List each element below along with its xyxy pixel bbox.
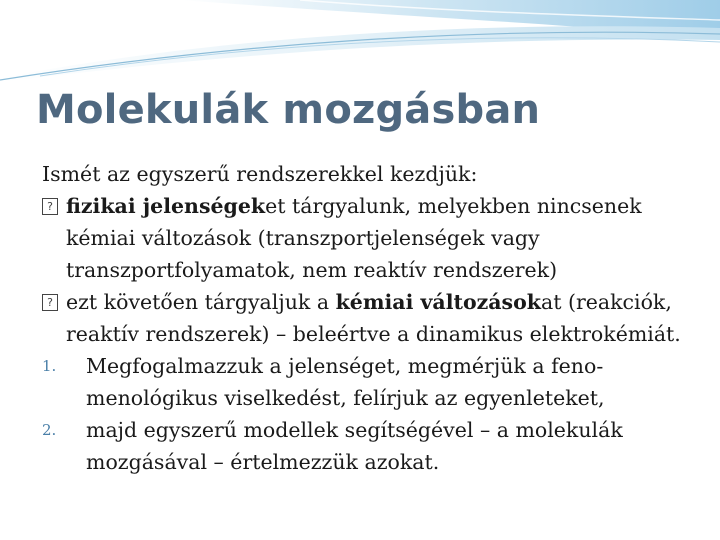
missing-glyph-icon: ? xyxy=(42,198,58,215)
missing-glyph-icon: ? xyxy=(42,294,58,311)
item-number: 1. xyxy=(42,357,57,375)
bullet-physical-phenomena xyxy=(42,190,692,286)
bullet-bold-text: kémiai változások xyxy=(335,290,541,314)
intro-text: Ismét az egyszerű rendszerekkel kezdjük: xyxy=(42,162,478,186)
slide-body xyxy=(42,158,692,478)
bullet-text: et tárgyalunk, melyekben nincsenek kémiai változások (transzportjelenségek vagy transzportfolyamatok, nem reaktív rendszerek) xyxy=(66,194,642,282)
slide-title: Molekulák mozgásban xyxy=(36,87,541,133)
item-text: Megfogalmazzuk a jelenséget, megmérjük a feno-menológikus viselkedést, felírjuk az egyenleteket, xyxy=(86,354,605,410)
bullet-text: at (reakciók, reaktív rendszerek) – beleértve a dinamikus elektrokémiát. xyxy=(66,290,681,346)
item-number: 2. xyxy=(42,421,57,439)
item-text: majd egyszerű modellek segítségével – a molekulák mozgásával – értelmezzük azokat. xyxy=(86,418,623,474)
bullet-bold-text: fizikai jelenségek xyxy=(66,194,266,218)
numbered-item-1 xyxy=(42,350,692,414)
header-wave-decoration xyxy=(0,0,720,90)
numbered-item-2 xyxy=(42,414,692,478)
bullet-chemical-changes xyxy=(42,286,692,350)
bullet-text: ezt követően tárgyaljuk a xyxy=(66,290,336,314)
